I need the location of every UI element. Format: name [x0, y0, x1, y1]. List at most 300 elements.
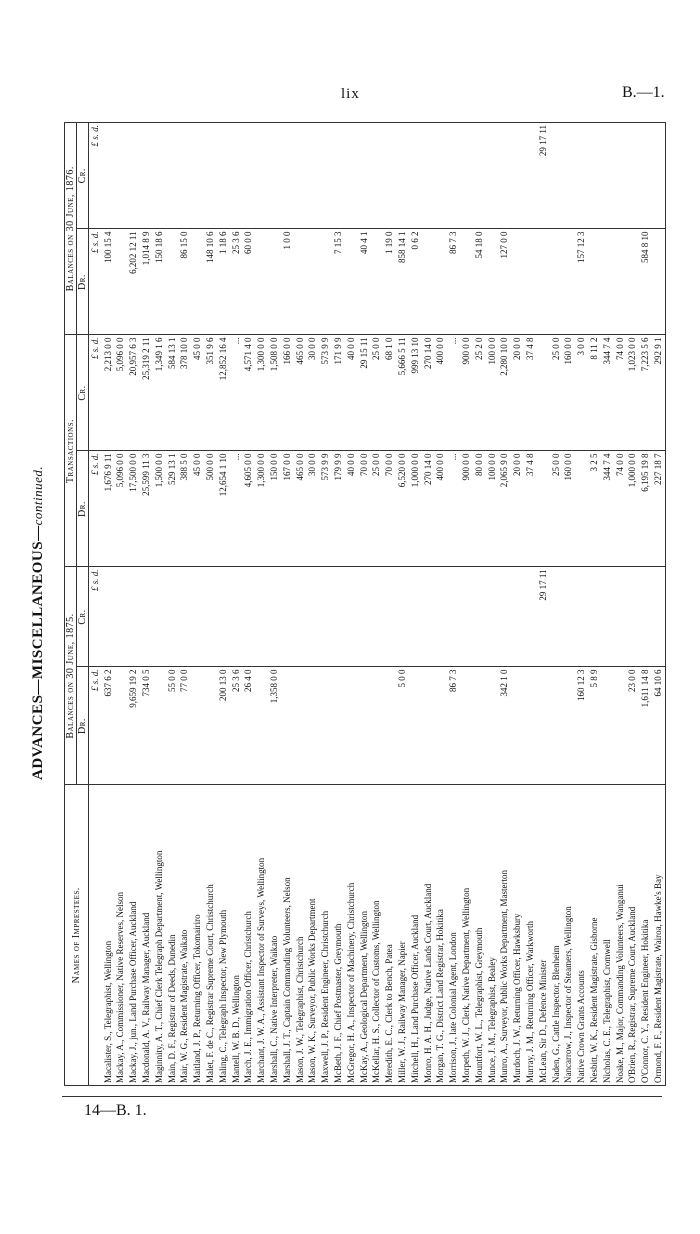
- group-1875-header: Balances on 30 June, 1875.: [65, 567, 77, 785]
- amount-tcr: 20,957 6 3: [127, 335, 140, 451]
- amount-b76cr: [460, 123, 473, 229]
- amount-b75dr: [549, 667, 562, 785]
- amount-tcr: ...: [447, 335, 460, 451]
- amount-tdr: ...: [447, 451, 460, 567]
- amount-tcr: 292 9 1: [652, 335, 665, 451]
- table-sheet: [64, 122, 666, 1086]
- imprestee-name: McLean, Sir D., Defence Minister: [537, 959, 548, 1083]
- amount-tcr: 160 0 0: [562, 335, 575, 451]
- amount-b75cr: [626, 567, 639, 667]
- table-row: [472, 123, 485, 1085]
- amount-b76cr: [357, 123, 370, 229]
- group-1876-header: Balances on 30 June, 1876.: [65, 123, 77, 335]
- amount-b76dr: [268, 229, 281, 335]
- table-row: [165, 123, 178, 1085]
- amount-tcr: 1,023 0 0: [626, 335, 639, 451]
- amount-tcr: 7,223 5 6: [639, 335, 652, 451]
- amount-tdr: 900 0 0: [460, 451, 473, 567]
- amount-b76cr: [242, 123, 255, 229]
- amount-b75cr: [357, 567, 370, 667]
- table-row: [639, 123, 652, 1085]
- amount-tdr: [536, 451, 549, 567]
- amount-b76dr: [460, 229, 473, 335]
- amount-tdr: 529 13 1: [165, 451, 178, 567]
- amount-b76cr: [344, 123, 357, 229]
- amount-b75cr: [268, 567, 281, 667]
- amount-b75cr: [498, 567, 511, 667]
- amount-b76dr: 7 15 3: [332, 229, 345, 335]
- table-row: [421, 123, 434, 1085]
- amount-b75dr: 5 0 0: [396, 667, 409, 785]
- amount-b75dr: [332, 667, 345, 785]
- imprestee-name: McGregor, H. A., Inspector of Machinery, Christchurch: [345, 882, 356, 1083]
- amount-tdr: 25,599 11 3: [140, 451, 153, 567]
- amount-tcr: 20 0 0: [511, 335, 524, 451]
- amount-tcr: 584 13 1: [165, 335, 178, 451]
- amount-b76cr: [498, 123, 511, 229]
- amount-tdr: 74 0 0: [613, 451, 626, 567]
- amount-b76cr: [434, 123, 447, 229]
- amount-b76dr: [485, 229, 498, 335]
- amount-tdr: 20 0 0: [511, 451, 524, 567]
- amount-b76dr: 1 18 6: [216, 229, 229, 335]
- amount-tdr: 1,000 0 0: [408, 451, 421, 567]
- col-1875-cr: Cr.: [77, 567, 89, 667]
- amount-b75dr: [370, 667, 383, 785]
- amount-b76cr: [255, 123, 268, 229]
- amount-b75cr: [396, 567, 409, 667]
- amount-b75dr: [562, 667, 575, 785]
- page-reference: B.—1.: [622, 84, 665, 101]
- amount-b75dr: 200 13 0: [216, 667, 229, 785]
- amount-b76dr: 150 18 6: [152, 229, 165, 335]
- amount-tdr: 465 0 0: [293, 451, 306, 567]
- amount-b76dr: 858 14 1: [396, 229, 409, 335]
- amount-b75dr: [408, 667, 421, 785]
- amount-b75cr: [127, 567, 140, 667]
- units-1875-cr: £ s. d.: [89, 567, 102, 667]
- amount-tdr: 2,065 9 0: [498, 451, 511, 567]
- amount-tcr: 166 0 0: [280, 335, 293, 451]
- amount-b76cr: [191, 123, 204, 229]
- imprestee-name: Mitchell, H., Land Purchase Officer, Auckland: [409, 914, 420, 1083]
- amount-tdr: 227 18 7: [652, 451, 665, 567]
- amount-b76dr: [344, 229, 357, 335]
- units-trans-cr: £ s. d.: [89, 335, 102, 451]
- amount-b76dr: 148 10 6: [204, 229, 217, 335]
- imprestee-name: Mackay, A., Commissioner, Native Reserves, Nelson: [115, 891, 126, 1083]
- table-row: [306, 123, 319, 1085]
- amount-b76cr: [524, 123, 537, 229]
- amount-b75dr: [472, 667, 485, 785]
- amount-tcr: ...: [229, 335, 242, 451]
- amount-b76dr: [191, 229, 204, 335]
- amount-b75cr: [575, 567, 588, 667]
- amount-b76cr: [216, 123, 229, 229]
- table-row: [293, 123, 306, 1085]
- amount-b76cr: [485, 123, 498, 229]
- amount-b76dr: [652, 229, 665, 335]
- imprestee-name: Murdoch, J. W., Returning Officer, Hawksbury: [512, 913, 523, 1083]
- amount-b75cr: [293, 567, 306, 667]
- amount-b75dr: [344, 667, 357, 785]
- imprestee-name: McBeth, J. F., Chief Postmaster, Greymouth: [333, 923, 344, 1083]
- table-row: [600, 123, 613, 1085]
- table-row: [575, 123, 588, 1085]
- amount-tcr: 74 0 0: [613, 335, 626, 451]
- amount-b76dr: [165, 229, 178, 335]
- table-row: [549, 123, 562, 1085]
- amount-b75dr: 9,659 19 2: [127, 667, 140, 785]
- amount-b76dr: 25 3 6: [229, 229, 242, 335]
- amount-b75cr: [229, 567, 242, 667]
- amount-b75dr: 25 3 6: [229, 667, 242, 785]
- imprestee-name: Mason, W. K., Surveyor, Public Works Department: [307, 898, 318, 1083]
- amount-b75cr: [434, 567, 447, 667]
- imprestee-name: Marshall, C., Native Interpreter, Waikato: [269, 935, 280, 1083]
- amount-tcr: 29 15 11: [357, 335, 370, 451]
- imprestee-name: Marchant, J. W. A., Assistant Inspector of Surveys, Wellington: [256, 857, 267, 1083]
- amount-b76dr: [293, 229, 306, 335]
- amount-tcr: 351 9 6: [204, 335, 217, 451]
- table-row: [370, 123, 383, 1085]
- amount-tdr: 6,520 0 0: [396, 451, 409, 567]
- amount-b75cr: [165, 567, 178, 667]
- amount-tcr: 1,300 0 0: [255, 335, 268, 451]
- imprestee-name: Main, D. F., Registrar of Deeds, Dunedin: [166, 934, 177, 1083]
- amount-tdr: 1,676 9 11: [101, 451, 114, 567]
- amount-b75dr: 160 12 3: [575, 667, 588, 785]
- table-row: [101, 123, 114, 1085]
- amount-b75cr: [383, 567, 396, 667]
- amount-tdr: 150 0 0: [268, 451, 281, 567]
- col-1876-cr: Cr.: [77, 123, 89, 229]
- amount-tcr: 30 0 0: [306, 335, 319, 451]
- amount-b76cr: [626, 123, 639, 229]
- imprestee-name: Mackay, J., jun., Land Purchase Officer, Auckland: [128, 901, 139, 1083]
- amount-tcr: 100 0 0: [485, 335, 498, 451]
- table-row: [191, 123, 204, 1085]
- amount-b76dr: [549, 229, 562, 335]
- amount-b76cr: [140, 123, 153, 229]
- table-row: [280, 123, 293, 1085]
- amount-b75dr: 5 8 9: [588, 667, 601, 785]
- amount-b75cr: [588, 567, 601, 667]
- imprestee-name: Malet, F. de C., Registrar Supreme Court, Christchurch: [205, 884, 216, 1083]
- amount-b75dr: [152, 667, 165, 785]
- amount-b76cr: [396, 123, 409, 229]
- amount-b76cr: [101, 123, 114, 229]
- amount-b75cr: [524, 567, 537, 667]
- table-row: [485, 123, 498, 1085]
- amount-b76dr: [114, 229, 127, 335]
- amount-tdr: 70 0 0: [357, 451, 370, 567]
- amount-b75dr: [293, 667, 306, 785]
- amount-tdr: 25 0 0: [549, 451, 562, 567]
- page-footer: 14—B. 1.: [84, 1102, 147, 1119]
- amount-tdr: [575, 451, 588, 567]
- amount-b76cr: [319, 123, 332, 229]
- table-row: [332, 123, 345, 1085]
- imprestee-name: Maitland, J. P., Returning Officer, Tokomairiro: [192, 914, 203, 1083]
- amount-tcr: 2,213 0 0: [101, 335, 114, 451]
- table-row: [268, 123, 281, 1085]
- table-row: [562, 123, 575, 1085]
- amount-b75dr: [536, 667, 549, 785]
- amount-b75cr: [562, 567, 575, 667]
- amount-tdr: 40 0 0: [344, 451, 357, 567]
- imprestee-name: Morpeth, W. J., Clerk, Native Department, Wellington: [461, 887, 471, 1083]
- amount-b76dr: 54 18 0: [472, 229, 485, 335]
- amount-b76cr: [575, 123, 588, 229]
- amount-tcr: 465 0 0: [293, 335, 306, 451]
- amount-b75dr: 86 7 3: [447, 667, 460, 785]
- amount-tdr: 30 0 0: [306, 451, 319, 567]
- table-row: [383, 123, 396, 1085]
- table-row: [396, 123, 409, 1085]
- amount-tdr: 1,000 0 0: [626, 451, 639, 567]
- table-row: [626, 123, 639, 1085]
- amount-b75cr: [485, 567, 498, 667]
- imprestee-name: Munro, A., Surveyor, Public Works Department, Masterton: [499, 870, 510, 1083]
- amount-b76cr: [229, 123, 242, 229]
- imprestee-name: Noake, M., Major, Commanding Volunteers, Wanganui: [614, 884, 625, 1083]
- amount-b75dr: 734 0 5: [140, 667, 153, 785]
- amount-b75cr: [549, 567, 562, 667]
- amount-b76cr: [600, 123, 613, 229]
- amount-b75dr: 1,611 14 8: [639, 667, 652, 785]
- amount-b75dr: 1,358 0 0: [268, 667, 281, 785]
- amount-b76cr: [383, 123, 396, 229]
- amount-b76cr: [370, 123, 383, 229]
- amount-tcr: 8 11 2: [588, 335, 601, 451]
- amount-b75cr: [447, 567, 460, 667]
- amount-b76cr: 29 17 11: [536, 123, 549, 229]
- amount-b75cr: [101, 567, 114, 667]
- amount-b75dr: [357, 667, 370, 785]
- amount-b75cr: [370, 567, 383, 667]
- amount-b75dr: 342 1 0: [498, 667, 511, 785]
- amount-b75cr: [600, 567, 613, 667]
- page-number: lix: [341, 86, 360, 102]
- imprestee-name: Morrison, J., late Colonial Agent, London: [448, 932, 459, 1083]
- amount-b75dr: [191, 667, 204, 785]
- table-row: [447, 123, 460, 1085]
- amount-b75cr: [460, 567, 473, 667]
- units-1875-dr: £ s. d.: [89, 667, 102, 785]
- amount-b75dr: [114, 667, 127, 785]
- amount-b75cr: [511, 567, 524, 667]
- amount-b76cr: [652, 123, 665, 229]
- table-row: [613, 123, 626, 1085]
- amount-b75dr: [511, 667, 524, 785]
- amount-b75dr: 23 0 0: [626, 667, 639, 785]
- amount-b76dr: [370, 229, 383, 335]
- imprestee-name: Mair, W. G., Resident Magistrate, Waikato: [179, 929, 190, 1083]
- table-row: [498, 123, 511, 1085]
- amount-b76dr: 60 0 0: [242, 229, 255, 335]
- imprestee-name: Nesbitt, W. K., Resident Magistrate, Gisborne: [588, 917, 599, 1083]
- amount-b75dr: 26 4 0: [242, 667, 255, 785]
- amount-tcr: 900 0 0: [460, 335, 473, 451]
- amount-b75cr: [216, 567, 229, 667]
- amount-tcr: 400 0 0: [434, 335, 447, 451]
- amount-tcr: 37 4 8: [524, 335, 537, 451]
- amount-tdr: 500 0 0: [204, 451, 217, 567]
- amount-tcr: 68 1 0: [383, 335, 396, 451]
- amount-tdr: 270 14 0: [421, 451, 434, 567]
- amount-tcr: 999 13 10: [408, 335, 421, 451]
- amount-b75dr: [421, 667, 434, 785]
- imprestee-name: McKellar, H. S., Collector of Customs, Wellington: [371, 900, 382, 1083]
- amount-b75cr: [114, 567, 127, 667]
- amount-tdr: 6,195 19 8: [639, 451, 652, 567]
- imprestee-name: McKay, A., Geological Department, Wellington: [358, 911, 369, 1083]
- amount-b75dr: [255, 667, 268, 785]
- amount-b76cr: [639, 123, 652, 229]
- amount-tcr: 45 0 0: [191, 335, 204, 451]
- amount-b76dr: [536, 229, 549, 335]
- amount-tcr: 40 0 0: [344, 335, 357, 451]
- imprestee-name: Ormond, F. F., Resident Magistrate, Wairoa, Hawke's Bay: [653, 874, 664, 1083]
- amount-b76dr: 1 19 0: [383, 229, 396, 335]
- imprestee-name: O'Connor, C. Y., Resident Engineer, Hokitika: [640, 919, 651, 1083]
- amount-tdr: 179 9 9: [332, 451, 345, 567]
- amount-b75cr: [319, 567, 332, 667]
- amount-b76cr: [588, 123, 601, 229]
- amount-b76dr: [319, 229, 332, 335]
- amount-b76dr: 1,014 8 9: [140, 229, 153, 335]
- amount-b76dr: 86 7 3: [447, 229, 460, 335]
- imprestee-name: Maling, C., Telegraph Inspector, New Plymouth: [217, 909, 228, 1083]
- amount-tcr: 344 7 4: [600, 335, 613, 451]
- amount-tdr: 1,300 0 0: [255, 451, 268, 567]
- amount-b75cr: [408, 567, 421, 667]
- amount-b75dr: [485, 667, 498, 785]
- amount-tdr: 12,654 1 10: [216, 451, 229, 567]
- amount-b75dr: [460, 667, 473, 785]
- imprestee-name: Morgan, T. G., District Land Registrar, Hokitika: [435, 909, 446, 1083]
- imprestee-name: Miller, W. J., Railway Manager, Napier: [397, 941, 408, 1083]
- amount-b75dr: [204, 667, 217, 785]
- imprestee-name: Naden, G., Cattle Inspector, Blenheim: [550, 945, 561, 1083]
- amount-b76cr: [511, 123, 524, 229]
- amount-b76cr: [613, 123, 626, 229]
- amount-b75cr: [332, 567, 345, 667]
- heading-title: ADVANCES—MISCELLANEOUS—: [30, 525, 46, 780]
- imprestee-name: Mountfort, W. L., Telegraphist, Greymouth: [473, 927, 484, 1083]
- table-row: [255, 123, 268, 1085]
- amount-b76dr: [600, 229, 613, 335]
- amount-b75cr: [421, 567, 434, 667]
- imprestee-name: Marshall, J. T., Captain Commanding Volunteers, Nelson: [281, 877, 292, 1083]
- amount-b75dr: [434, 667, 447, 785]
- amount-b76dr: 0 6 2: [408, 229, 421, 335]
- col-trans-cr: Cr.: [77, 335, 89, 451]
- amount-b75cr: [652, 567, 665, 667]
- amount-b75dr: [524, 667, 537, 785]
- amount-b76cr: [421, 123, 434, 229]
- amount-b75cr: [639, 567, 652, 667]
- amount-b76dr: 1 0 0: [280, 229, 293, 335]
- amount-b75dr: [383, 667, 396, 785]
- amount-tdr: 160 0 0: [562, 451, 575, 567]
- amount-b75cr: [306, 567, 319, 667]
- amount-tdr: 388 5 0: [178, 451, 191, 567]
- units-1876-dr: £ s. d.: [89, 229, 102, 335]
- amount-b76dr: [511, 229, 524, 335]
- table-row: [588, 123, 601, 1085]
- amount-tcr: 4,571 4 0: [242, 335, 255, 451]
- amount-b75cr: [280, 567, 293, 667]
- amount-b76dr: [524, 229, 537, 335]
- amount-b75cr: [255, 567, 268, 667]
- amount-b76cr: [472, 123, 485, 229]
- amount-tcr: 1,349 1 6: [152, 335, 165, 451]
- amount-b76cr: [152, 123, 165, 229]
- table-row: [536, 123, 549, 1085]
- amount-tdr: 573 9 9: [319, 451, 332, 567]
- imprestee-name: Macdonald, A. V., Railway Manager, Auckland: [141, 912, 152, 1083]
- imprestee-name: O'Brien, R., Registrar, Supreme Court, Auckland: [627, 906, 638, 1083]
- amount-b76cr: [268, 123, 281, 229]
- imprestee-name: Nancarrow, J., Inspector of Steamers, Wellington: [563, 906, 574, 1083]
- table-row: [178, 123, 191, 1085]
- table-row: [204, 123, 217, 1085]
- amount-b75dr: [280, 667, 293, 785]
- amount-b76dr: 86 15 0: [178, 229, 191, 335]
- amount-b75cr: [613, 567, 626, 667]
- units-blank: [89, 785, 102, 1085]
- col-trans-dr: Dr.: [77, 451, 89, 567]
- amount-tdr: 45 0 0: [191, 451, 204, 567]
- imprestee-name: Maginnity, A. T., Chief Clerk Telegraph Department, Wellington: [153, 850, 164, 1083]
- imprestee-name: Native Crown Grants Accounts: [576, 970, 587, 1083]
- amount-b75cr: 29 17 11: [536, 567, 549, 667]
- col-names-header: Names of Imprestees.: [65, 785, 89, 1085]
- amount-tdr: 100 0 0: [485, 451, 498, 567]
- units-1876-cr: £ s. d.: [89, 123, 102, 229]
- amount-b76dr: 6,202 12 11: [127, 229, 140, 335]
- amount-b76cr: [127, 123, 140, 229]
- amount-b76cr: [447, 123, 460, 229]
- amount-b76cr: [332, 123, 345, 229]
- amount-tcr: [536, 335, 549, 451]
- imprestee-name: Meredith, E. C., Clerk to Bench, Patea: [384, 944, 395, 1083]
- imprestee-name: Munce, J. M., Telegraphist, Bealey: [486, 957, 497, 1083]
- table-row: [434, 123, 447, 1085]
- imprestee-name: Macalister, S., Telegraphist, Wellington: [102, 940, 113, 1083]
- table-row: [140, 123, 153, 1085]
- amount-b76dr: 40 4 1: [357, 229, 370, 335]
- imprestee-name: Maxwell, J. P., Resident Engineer, Christchurch: [320, 910, 331, 1083]
- amount-b76dr: [306, 229, 319, 335]
- amount-tcr: 378 10 0: [178, 335, 191, 451]
- amount-tcr: 25 2 0: [472, 335, 485, 451]
- amount-b76dr: [255, 229, 268, 335]
- page-heading: [30, 280, 47, 780]
- amount-b75dr: [319, 667, 332, 785]
- amount-tdr: 344 7 4: [600, 451, 613, 567]
- amount-b75cr: [178, 567, 191, 667]
- footer-rule: [62, 1096, 662, 1097]
- units-trans-dr: £ s. d.: [89, 451, 102, 567]
- amount-tdr: 167 0 0: [280, 451, 293, 567]
- amount-b75cr: [152, 567, 165, 667]
- amount-b75dr: 637 6 2: [101, 667, 114, 785]
- amount-tcr: 270 14 0: [421, 335, 434, 451]
- amount-tdr: 5,096 0 0: [114, 451, 127, 567]
